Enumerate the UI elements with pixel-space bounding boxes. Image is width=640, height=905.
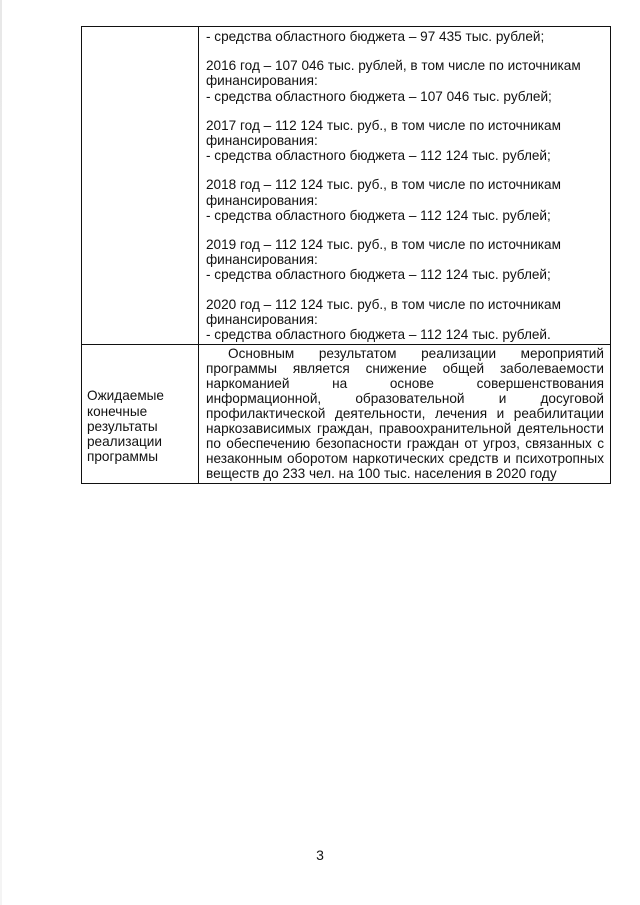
results-label-line: реализации — [87, 433, 162, 449]
results-description: Основным результатом реализации мероприятий программы является снижение общей заболеваемости наркоманией на основе совершенствования информационной, образовательной и досуговой профилактической деятельности, лечения и реабилитации наркозависимых граждан, правоохранительной деятельности по обеспечению безопасности граждан от угроз, связанных с незаконным оборотом наркотических средств и психотропных веществ до 233 чел. на 100 тыс. населения в 2020 году — [206, 346, 604, 481]
financing-year-header: 2018 год – 112 124 тыс. руб., в том числе по источникам — [206, 177, 561, 193]
results-row — [82, 345, 611, 484]
financing-year-header-cont: финансирования: — [206, 133, 318, 149]
financing-year-budget: - средства областного бюджета – 112 124 тыс. рублей; — [206, 148, 551, 164]
financing-year-2018 — [206, 177, 604, 223]
results-label-cell — [82, 345, 199, 484]
financing-year-2020 — [206, 297, 604, 343]
financing-year-header: 2020 год – 112 124 тыс. руб., в том числе по источникам — [206, 296, 561, 312]
results-label-line: конечные — [87, 403, 148, 419]
financing-year-2017 — [206, 118, 604, 164]
results-label-line: программы — [87, 449, 159, 465]
results-label — [87, 388, 194, 464]
financing-year-header-cont: финансирования: — [206, 192, 318, 208]
financing-row — [82, 27, 611, 345]
scan-edge-shadow — [0, 0, 2, 905]
financing-year-budget: - средства областного бюджета – 112 124 тыс. рублей; — [206, 207, 551, 223]
results-content-cell — [199, 345, 611, 484]
financing-year-header: 2019 год – 112 124 тыс. руб., в том числе по источникам — [206, 237, 561, 253]
financing-year-2019 — [206, 237, 604, 283]
financing-year-header-cont: финансирования: — [206, 311, 318, 327]
financing-year-budget: - средства областного бюджета – 112 124 тыс. рублей; — [206, 267, 551, 283]
financing-content-cell — [199, 27, 611, 345]
financing-year-header-cont: финансирования: — [206, 73, 318, 89]
financing-label-cell — [82, 27, 199, 345]
financing-year-budget: - средства областного бюджета – 112 124 тыс. рублей. — [206, 327, 551, 343]
page-number: 3 — [316, 847, 324, 863]
financing-year-budget: - средства областного бюджета – 107 046 тыс. рублей; — [206, 88, 552, 104]
results-label-line: Ожидаемые — [87, 388, 164, 404]
financing-year-header: 2017 год – 112 124 тыс. руб., в том числе по источникам — [206, 117, 561, 133]
program-passport-table — [81, 26, 611, 484]
financing-year-header: 2016 год – 107 046 тыс. рублей, в том числе по источникам — [206, 58, 581, 74]
financing-year-2016 — [206, 58, 604, 104]
financing-year-header-cont: финансирования: — [206, 252, 318, 268]
financing-first-line: - средства областного бюджета – 97 435 тыс. рублей; — [206, 29, 545, 44]
results-label-line: результаты — [87, 418, 158, 434]
